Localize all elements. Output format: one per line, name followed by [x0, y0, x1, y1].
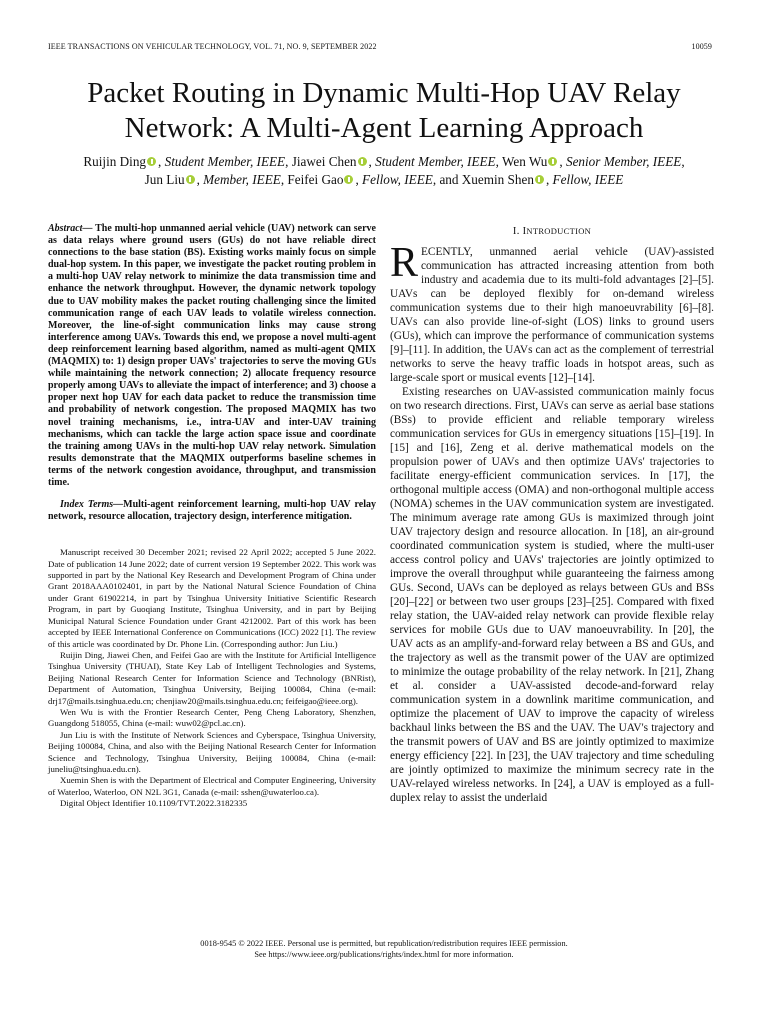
authors-line-1: Ruijin Ding , Student Member, IEEE, Jiawei Chen , Student Member, IEEE, Wen Wu , Senior Member, IEEE, — [83, 154, 685, 169]
orcid-icon[interactable] — [548, 157, 557, 166]
footnote: Ruijin Ding, Jiawei Chen, and Feifei Gao are with the Institute for Artificial Intelligence Tsinghua University (THUAI), State Key Lab of Intelligent Technologies and Systems, Beijing National Research Center for Information Science and Technology (BNRist), Department of Automation, Tsinghua University, Beijing 100084, China (e-mail: drj17@mails.tsinghua.edu.cn; chenjiaw20@mails.tsinghua.edu.cn; feifeigao@ieee.org). — [48, 649, 376, 706]
orcid-icon[interactable] — [186, 175, 195, 184]
orcid-icon[interactable] — [147, 157, 156, 166]
paragraph: Existing researches on UAV-assisted communication mainly focus on two research directions. First, UAVs can serve as aerial base stations (BSs) to provide efficient and reliable temporary wireless communication services for GUs in emergency situations [15]–[19]. In [15] and [16], Zeng et al. derive mathematical models on the propulsion power of UAVs and then optimize UAVs' trajectories to facilitate energy-efficient communication services. In [17], the orthogonal multiple access (OMA) and non-orthogonal multiple access (NOMA) schemes in the UAV communication system are investigated. The minimum average rate among GUs is maximized through joint UAV trajectory design and resource allocation. In [18], an air-ground coordinated communication system is studied, where the multi-user access control policy and UAVs' trajectories are jointly optimized to improve the overall throughput while guaranteeing the fairness among GUs. Second, UAVs can be deployed as relays between GUs and BSs [20]–[22] or between two user groups [23]–[25]. Compared with fixed relay station, the UAV-aided relay network can provide flexible relay services for mobile GUs due to UAV manoeuvrability. In [20], the UAV acts as an amplify-and-forward relay between a BS and GUs, and the trajectory as well as the transmit power of the UAV are optimized to minimize the outage probability of the relay network. In [21], Zhang et al. consider a UAV-assisted decode-and-forward relay communication system in a downlink maritime communication, and optimize the placement of UAV to improve the capacity of wireless backhaul links between the BS and the UAV. The UAV's trajectory and the transmit powers of UAV and BS are jointly optimized to maximize energy efficiency [22]. In [23], the UAV trajectory and time scheduling are jointly optimized to maximize the minimum secrecy rate in the UAV-relayed wireless networks. In [24], a UAV is employed as a full-duplex relay to assist the underlaid — [390, 386, 714, 804]
footnote: Jun Liu is with the Institute of Network Sciences and Cyberspace, Tsinghua University, Beijing 100084, China, and also with the Beijing National Research Center for Information Science and Technology, Tsinghua University, Beijing 100084, China (e-mail: juneliu@tsinghua.edu.cn). — [48, 729, 376, 774]
rights-link-line[interactable]: See https://www.ieee.org/publications/rights/index.html for more information. — [254, 950, 514, 959]
index-terms — [48, 499, 376, 523]
page-number: 10059 — [691, 42, 712, 51]
footnotes — [48, 547, 376, 809]
journal-name: IEEE TRANSACTIONS ON VEHICULAR TECHNOLOGY, VOL. 71, NO. 9, SEPTEMBER 2022 — [48, 42, 377, 51]
author-list — [40, 153, 728, 189]
footnote: Manuscript received 30 December 2021; revised 22 April 2022; accepted 5 June 2022. Date of publication 14 June 2022; date of current version 19 September 2022. This work was supported in part by the National Key Research and Development Program of China under Grant 2018AAA0102401, in part by the National Natural Science Foundation of China under Grant 61902214, in part by Tsinghua University Initiative Scientific Research Program, in part by Guoqiang Institute, Tsinghua University, and in part by Beijing Municipal Natural Science Foundation under Grant 4212002. Part of this work has been accepted by IEEE International Conference on Communications (ICC) 2022 [1]. The review of this article was coordinated by Dr. Phone Lin. (Corresponding author: Jun Liu.) — [48, 547, 376, 649]
authors-line-2: Jun Liu , Member, IEEE, Feifei Gao , Fellow, IEEE, and Xuemin Shen , Fellow, IEEE — [144, 172, 624, 187]
paragraph: RECENTLY, unmanned aerial vehicle (UAV)-assisted communication has attracted increasing attention from both industry and academia due to its multi-fold advantages [2]–[5]. UAVs can be deployed flexibly for on-demand wireless communication systems due to their high manoeuvrability [6]–[8]. UAVs can also provide line-of-sight (LOS) links to ground users (GUs), which can improve the performance of communication systems [9]–[11]. In addition, the UAVs can act as the complement of terrestrial networks to serve the heavy traffic loads in hotspot areas, such as large-scale sport or musical events [12]–[14]. — [390, 240, 714, 384]
copyright-line: 0018-9545 © 2022 IEEE. Personal use is permitted, but republication/redistribution requires IEEE permission. — [200, 939, 568, 948]
abstract-text: The multi-hop unmanned aerial vehicle (UAV) network can serve as data relays where ground users (GUs) do not have reliable direct connections to the base station (BS). Existing works mainly focus on simple dual-hop system. In this paper, we investigate the packet routing problem in a multi-hop UAV relay network to minimize the data transmission time and enhance the network throughput. However, the dynamic network topology due to UAV mobility makes the packet routing challenging since the limited communication range of each UAV leads to volatile wireless connection. Moreover, the line-of-sight communication links may cause strong interference among UAVs. Towards this end, we propose a novel multi-agent deep reinforcement learning based algorithm, named as multi-agent QMIX (MAQMIX) to: 1) design proper UAVs' trajectories to serve the moving GUs while maintaining the network connection; 2) allocate frequency resource properly among UAVs to alleviate the impact of interference; and 3) choose a proper next hop UAV for each data packet to reduce the transmission time and probability of network congestion. The proposed MAQMIX has two novel training mechanisms, i.e., intra-UAV and inter-UAV training mechanisms, which can tackle the large action space issue and coordinate the training among UAVs in the multi-hop UAV relay network. Simulation results demonstrate that the MAQMIX outperforms baseline schemes in terms of the network congestion avoidance, throughput, and transmission time. — [48, 223, 376, 488]
footnote: Xuemin Shen is with the Department of Electrical and Computer Engineering, University of Waterloo, Waterloo, ON N2L 3G1, Canada (e-mail: sshen@uwaterloo.ca). — [48, 775, 376, 797]
index-terms-label: Index Terms— — [60, 499, 124, 511]
right-column — [390, 226, 714, 805]
section-heading: I. INTRODUCTION — [512, 226, 592, 237]
doi-line[interactable]: Digital Object Identifier 10.1109/TVT.2022.3182335 — [60, 798, 248, 809]
orcid-icon[interactable] — [358, 157, 367, 166]
orcid-icon[interactable] — [344, 175, 353, 184]
drop-cap: R — [390, 240, 419, 286]
orcid-icon[interactable] — [535, 175, 544, 184]
left-column — [48, 223, 376, 810]
paper-title: Packet Routing in Dynamic Multi-Hop UAV Relay Network: A Multi-Agent Learning Approach — [87, 77, 681, 144]
copyright-footer — [40, 938, 728, 960]
index-terms-text: Multi-agent reinforcement learning, multi-hop UAV relay network, resource allocation, trajectory design, interference mitigation. — [48, 499, 376, 523]
abstract-label: Abstract— — [48, 223, 93, 234]
footnote: Wen Wu is with the Frontier Research Center, Peng Cheng Laboratory, Shenzhen, Guangdong 518055, China (e-mail: wuw02@pcl.ac.cn). — [48, 706, 376, 729]
introduction-body — [390, 240, 714, 805]
abstract — [48, 223, 376, 489]
